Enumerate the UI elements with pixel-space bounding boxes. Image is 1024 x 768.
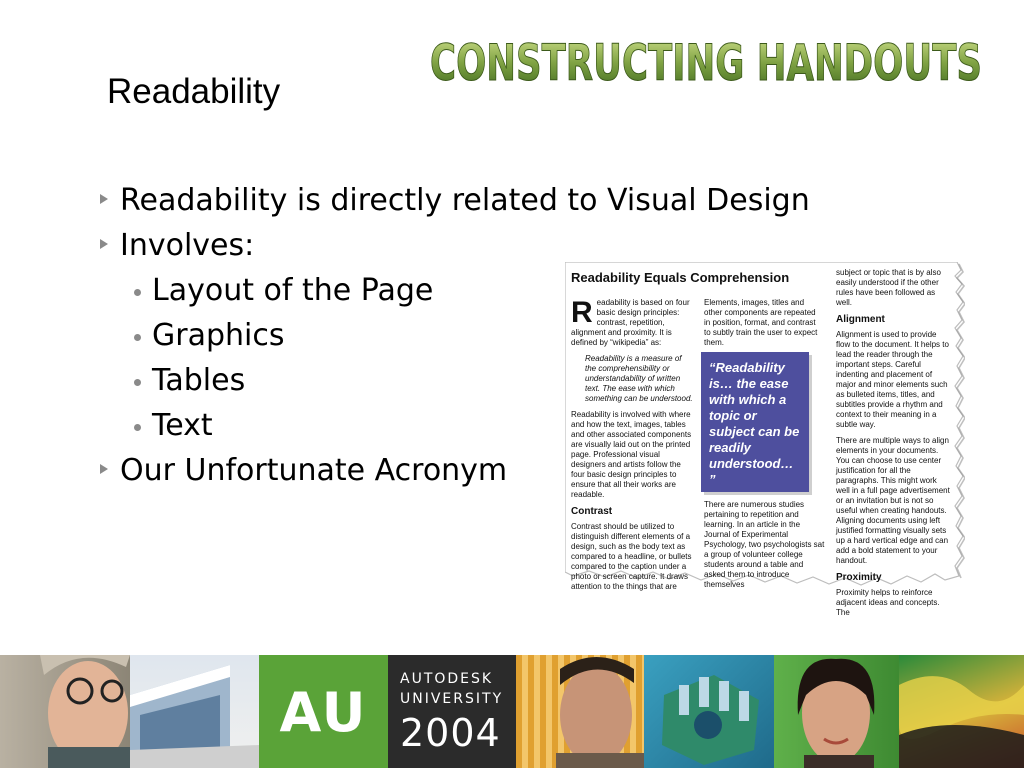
arrow-bullet-icon	[100, 464, 108, 474]
footer-banner	[0, 655, 1024, 768]
au-logo-text: AU	[279, 681, 368, 744]
photo-man-stripes	[516, 655, 644, 768]
alignment-heading: Alignment	[836, 314, 885, 325]
banner-title	[428, 30, 988, 90]
au-logo	[259, 655, 388, 768]
autodesk-university-label: AUTODESK UNIVERSITY 2004	[388, 655, 516, 768]
handout-column-2: Elements, images, titles and other components are repeated in position, format, and contrast to subtly train the user to expect them.	[704, 298, 818, 347]
bullet-item: Involves:	[100, 223, 570, 268]
photo-building	[130, 655, 259, 768]
year-text: 2004	[400, 711, 501, 755]
dot-bullet-icon	[134, 289, 141, 296]
photo-terrain	[899, 655, 1024, 768]
photo-man-glasses	[0, 655, 130, 768]
dot-bullet-icon	[134, 334, 141, 341]
banner-title-text: CONSTRUCTING HANDOUTS	[430, 34, 982, 90]
sub-bullet-item: Text	[100, 403, 570, 448]
contrast-heading: Contrast	[571, 506, 613, 517]
bullet-item: Readability is directly related to Visual Design	[100, 178, 570, 223]
photo-3d-model	[644, 655, 774, 768]
bullet-item: Our Unfortunate Acronym	[100, 448, 570, 493]
sub-bullet-item: Graphics	[100, 313, 570, 358]
dot-bullet-icon	[134, 379, 141, 386]
pull-quote-box: “Readability is… the ease with which a topic or subject can be readily understood… ”	[701, 352, 809, 492]
handout-column-2-bottom: There are numerous studies pertaining to repetition and learning. In an article in the Journal of Experimental Psychology, two psychologists sat a group of volunteer college students around a table and asked them to introduce themselves	[704, 500, 825, 589]
photo-woman	[774, 655, 899, 768]
dot-bullet-icon	[134, 424, 141, 431]
handout-title: Readability Equals Comprehension	[571, 270, 790, 285]
arrow-bullet-icon	[100, 239, 108, 249]
slide-title: Readability	[107, 72, 281, 111]
handout-column-3: subject or topic that is by also easily understood if the other rules have been followed as well. Alignment Alignment is used to provide flow to the document. It helps to lead the reader through the important steps. Careful indenting and placement of major and minor elements such as bulleted items, titles, and subtitles provide a rhythm and context to their meaning in a subtle way. There are multiple ways to align elements in your documents. You can choose to use center justification for all the paragraphs. This might work well in a full page advertisement or an invitation but is not so useful when creating handouts. Aligning documents using left justified formatting visually sets up a hard vertical edge and can add a bold statement to your handout. Proximity Proximity helps to reinforce adjacent ideas and concepts. The	[836, 268, 952, 624]
sub-bullet-item: Tables	[100, 358, 570, 403]
handout-column-1: Readability is based on four basic design principles: contrast, repetition, alignment and proximity. It is defined by “wikipedia” as: Readability is a measure of the comprehensibility or understandability of written text. The ease with which something can be understood. Readability is involved with where and how the text, images, tables and other associated components are visually laid out on the printed page. Professional visual designers and artists follow the four basic design principles to ensure that all their works are readable. Contrast Contrast should be utilized to distinguish different elements of a design, such as the body text as compared to a headline, or bullets compared to the caption under a photo or screen capture. It draws attention to the things that are	[571, 296, 693, 591]
drop-cap: R	[571, 296, 593, 329]
handout-clipping	[565, 262, 965, 617]
definition-text: Readability is a measure of the comprehensibility or understandability of written text. The ease with which something can be understood.	[585, 354, 693, 403]
arrow-bullet-icon	[100, 194, 108, 204]
proximity-heading: Proximity	[836, 572, 882, 583]
sub-bullet-item: Layout of the Page	[100, 268, 570, 313]
